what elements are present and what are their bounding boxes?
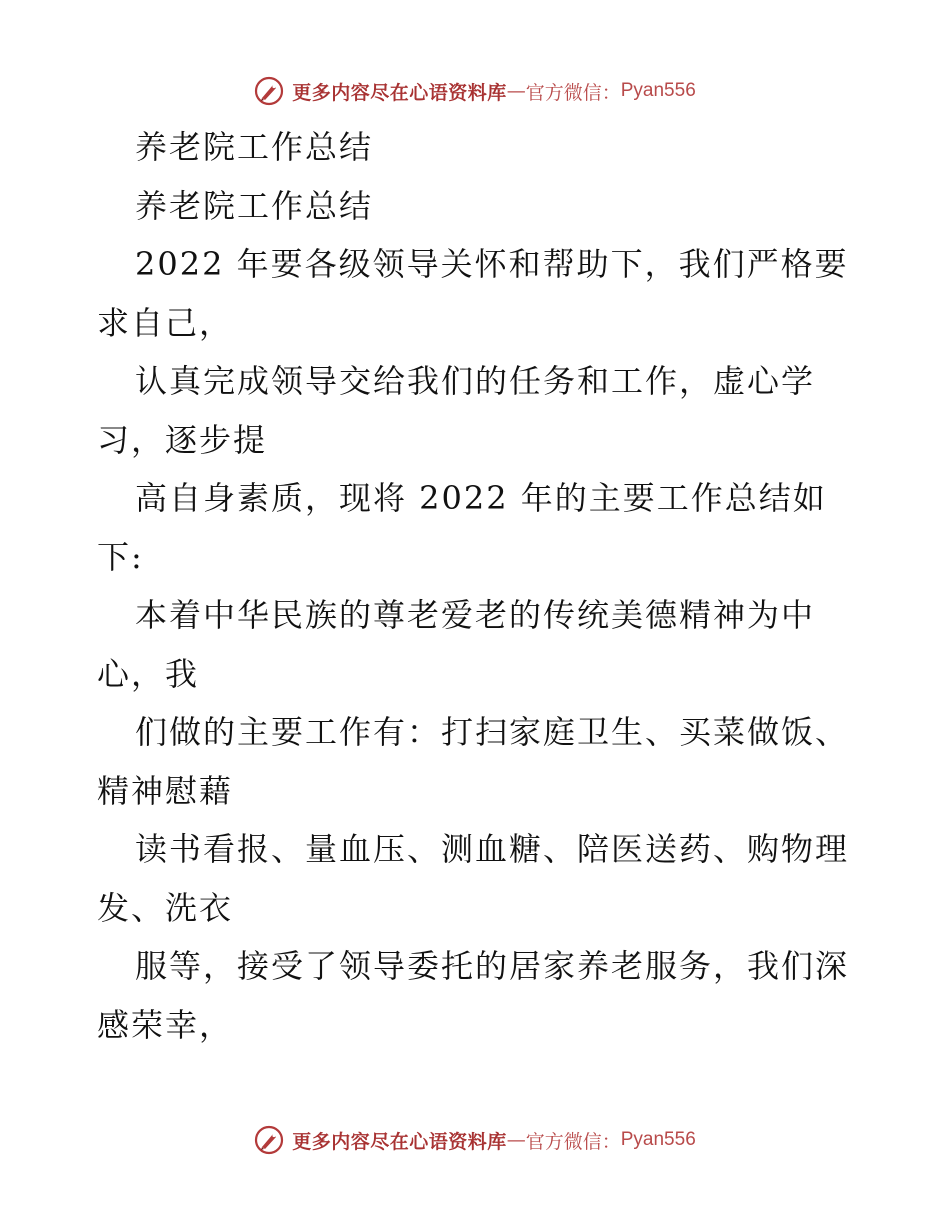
header-brand-text: 更多内容尽在心语资料库 — [292, 81, 507, 104]
footer-banner — [0, 1120, 950, 1160]
text-line: 2022 年要各级领导关怀和帮助下，我们严格要 — [135, 245, 849, 283]
footer-wechat-id: Pyan556 — [620, 1129, 696, 1150]
header-wechat-label: 官方微信： — [525, 81, 621, 104]
header-wechat-id: Pyan556 — [620, 80, 696, 101]
text-line: 养老院工作总结 — [135, 186, 374, 225]
text-line: 感荣幸， — [97, 1005, 234, 1044]
text-line: 高自身素质，现将 2022 年的主要工作总结如 — [135, 479, 827, 517]
text-line: 本着中华民族的尊老爱老的传统美德精神为中 — [135, 596, 816, 634]
header-banner — [0, 71, 950, 111]
text-line: 下: — [97, 537, 144, 576]
footer-separator: — — [506, 1129, 526, 1151]
text-line: 求自己， — [97, 303, 234, 342]
text-line: 习，逐步提 — [97, 420, 268, 459]
text-line: 们做的主要工作有：打扫家庭卫生、买菜做饭、 — [135, 713, 850, 751]
document-body — [97, 118, 867, 1054]
text-line: 读书看报、量血压、测血糖、陪医送药、购物理 — [135, 830, 850, 868]
text-line: 认真完成领导交给我们的任务和工作，虚心学 — [135, 362, 816, 400]
text-line: 养老院工作总结 — [135, 128, 374, 166]
text-line: 心，我 — [97, 654, 200, 693]
pen-logo-icon — [254, 1125, 284, 1155]
pen-logo-icon — [254, 76, 284, 106]
text-line: 服等，接受了领导委托的居家养老服务，我们深 — [135, 947, 850, 985]
text-line: 发、洗衣 — [97, 888, 234, 927]
header-separator: — — [506, 80, 526, 102]
text-line: 精神慰藉 — [97, 771, 234, 810]
footer-brand-text: 更多内容尽在心语资料库 — [292, 1130, 507, 1153]
footer-wechat-label: 官方微信： — [525, 1130, 621, 1153]
